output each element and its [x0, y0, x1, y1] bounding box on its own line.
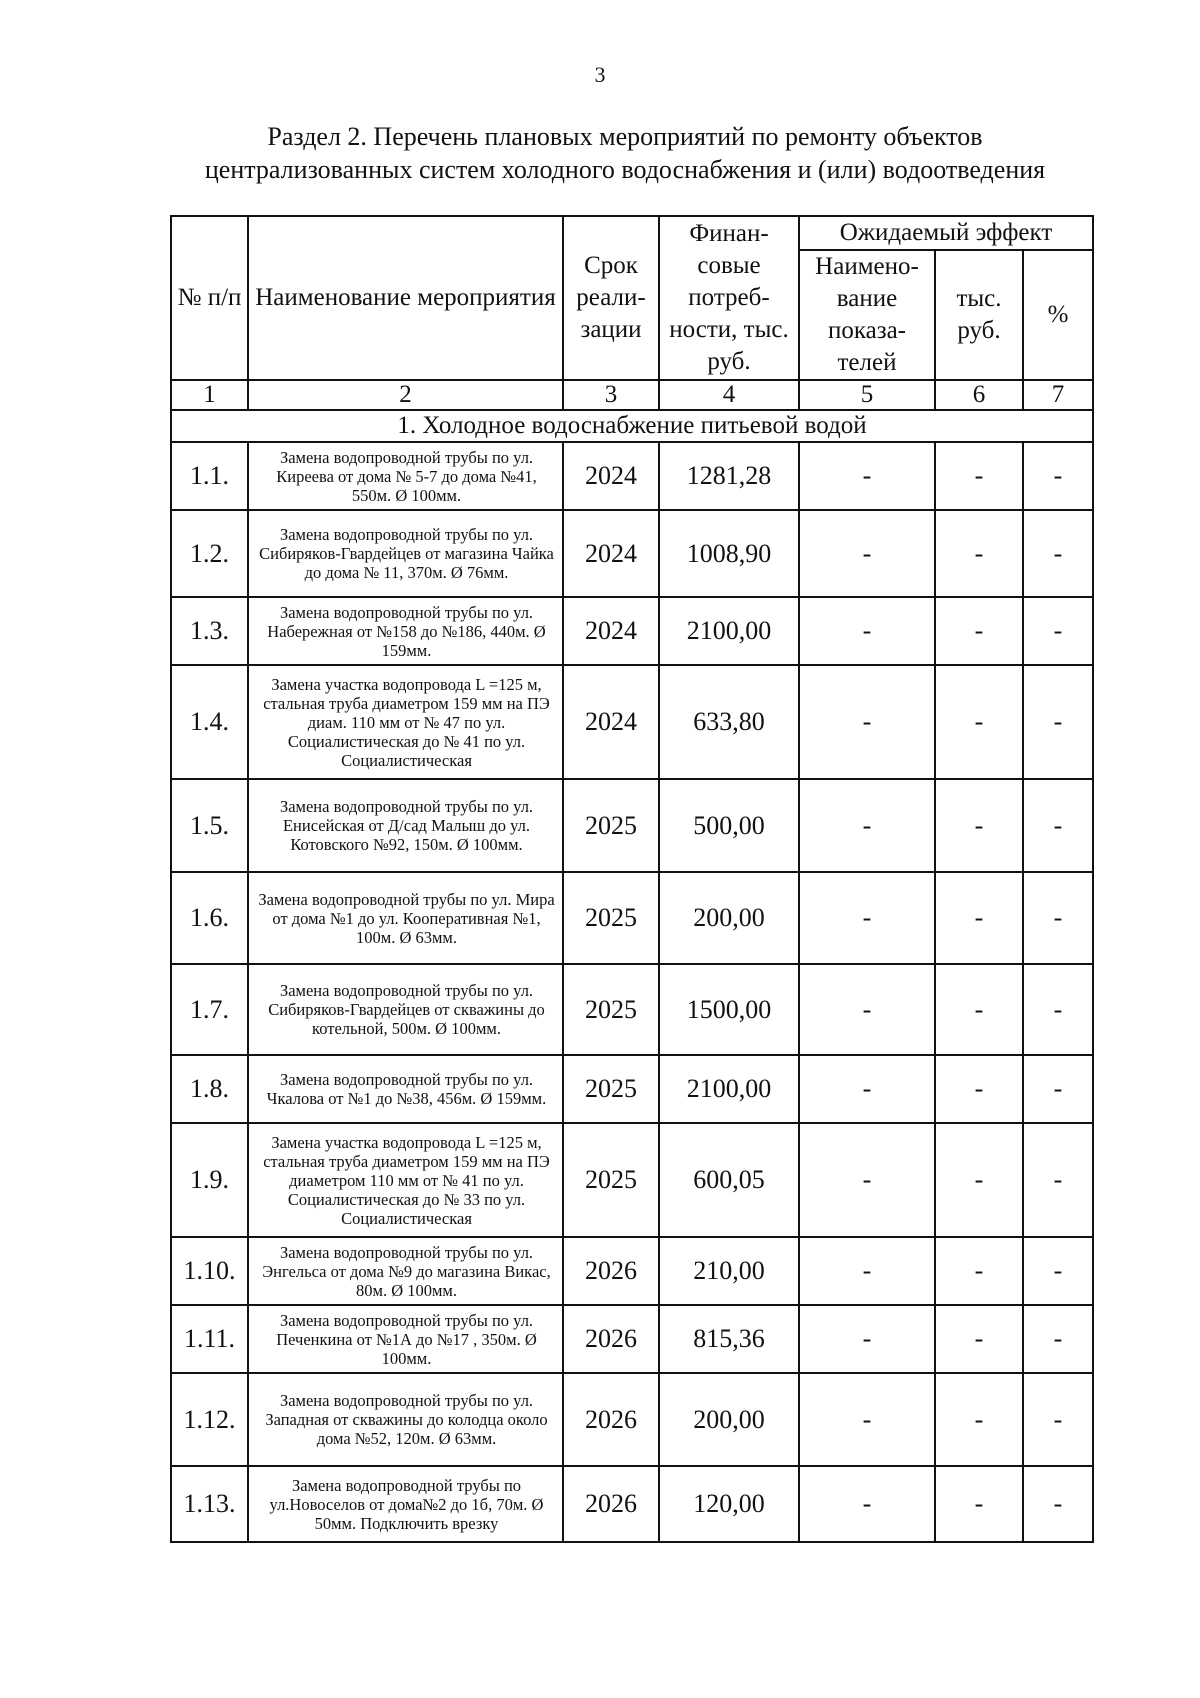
row-amount: 1281,28: [659, 442, 799, 510]
row-thousand: -: [935, 665, 1023, 779]
header-indicator: Наимено-вание показа-телей: [799, 250, 935, 380]
row-number: 1.7.: [171, 964, 248, 1055]
row-number: 1.12.: [171, 1373, 248, 1466]
row-indicator: -: [799, 1123, 935, 1237]
row-thousand: -: [935, 1373, 1023, 1466]
row-indicator: -: [799, 964, 935, 1055]
row-number: 1.11.: [171, 1305, 248, 1373]
table-row: [171, 1466, 1093, 1542]
table-row: [171, 1373, 1093, 1466]
row-number: 1.4.: [171, 665, 248, 779]
header-no: № п/п: [171, 216, 248, 380]
table-row: [171, 779, 1093, 872]
row-description: Замена водопроводной трубы по ул. Сибиряков-Гвардейцев от скважины до котельной, 500м. Ø 100мм.: [248, 964, 563, 1055]
table-row: [171, 872, 1093, 964]
table-row: [171, 510, 1093, 597]
row-description: Замена водопроводной трубы по ул. Чкалова от №1 до №38, 456м. Ø 159мм.: [248, 1055, 563, 1123]
row-year: 2024: [563, 665, 659, 779]
col-number-1: 1: [171, 380, 248, 410]
row-number: 1.6.: [171, 872, 248, 964]
table-row: [171, 665, 1093, 779]
row-thousand: -: [935, 1055, 1023, 1123]
row-percent: -: [1023, 1305, 1093, 1373]
col-number-5: 5: [799, 380, 935, 410]
row-description: Замена водопроводной трубы по ул. Энгельса от дома №9 до магазина Викас, 80м. Ø 100мм.: [248, 1237, 563, 1305]
table-row: [171, 964, 1093, 1055]
row-indicator: -: [799, 442, 935, 510]
row-amount: 633,80: [659, 665, 799, 779]
row-number: 1.2.: [171, 510, 248, 597]
col-number-2: 2: [248, 380, 563, 410]
header-term: Срок реали-зации: [563, 216, 659, 380]
row-amount: 2100,00: [659, 1055, 799, 1123]
row-year: 2026: [563, 1305, 659, 1373]
row-amount: 1500,00: [659, 964, 799, 1055]
row-thousand: -: [935, 597, 1023, 665]
row-percent: -: [1023, 597, 1093, 665]
header-finance: Финан-совые потреб-ности, тыс. руб.: [659, 216, 799, 380]
row-percent: -: [1023, 1237, 1093, 1305]
table-row: [171, 1237, 1093, 1305]
row-amount: 200,00: [659, 872, 799, 964]
row-percent: -: [1023, 872, 1093, 964]
table-row: [171, 597, 1093, 665]
row-indicator: -: [799, 872, 935, 964]
row-percent: -: [1023, 1055, 1093, 1123]
row-thousand: -: [935, 510, 1023, 597]
row-description: Замена водопроводной трубы по ул. Сибиряков-Гвардейцев от магазина Чайка до дома № 11, 370м. Ø 76мм.: [248, 510, 563, 597]
row-thousand: -: [935, 964, 1023, 1055]
row-year: 2025: [563, 779, 659, 872]
row-year: 2026: [563, 1237, 659, 1305]
row-percent: -: [1023, 665, 1093, 779]
row-amount: 815,36: [659, 1305, 799, 1373]
row-description: Замена водопроводной трубы по ул. Енисейская от Д/сад Малыш до ул. Котовского №92, 150м. Ø 100мм.: [248, 779, 563, 872]
row-number: 1.5.: [171, 779, 248, 872]
section-row: [171, 410, 1093, 442]
col-number-3: 3: [563, 380, 659, 410]
row-description: Замена участка водопровода L =125 м, стальная труба диаметром 159 мм на ПЭ диам. 110 мм от № 47 по ул. Социалистическая до № 41 по ул. Социалистическая: [248, 665, 563, 779]
row-thousand: -: [935, 1237, 1023, 1305]
table-row: [171, 442, 1093, 510]
row-percent: -: [1023, 1373, 1093, 1466]
measures-table: [170, 215, 1094, 1543]
row-indicator: -: [799, 597, 935, 665]
col-number-7: 7: [1023, 380, 1093, 410]
row-year: 2026: [563, 1466, 659, 1542]
row-thousand: -: [935, 1466, 1023, 1542]
table-row: [171, 1305, 1093, 1373]
row-thousand: -: [935, 1123, 1023, 1237]
row-number: 1.13.: [171, 1466, 248, 1542]
table-header: [171, 216, 1093, 410]
row-percent: -: [1023, 1466, 1093, 1542]
row-percent: -: [1023, 779, 1093, 872]
row-indicator: -: [799, 1237, 935, 1305]
row-year: 2026: [563, 1373, 659, 1466]
row-number: 1.9.: [171, 1123, 248, 1237]
section-heading: 1. Холодное водоснабжение питьевой водой: [171, 410, 1093, 442]
row-indicator: -: [799, 510, 935, 597]
row-thousand: -: [935, 872, 1023, 964]
row-year: 2024: [563, 442, 659, 510]
row-thousand: -: [935, 779, 1023, 872]
row-indicator: -: [799, 1305, 935, 1373]
section-title: [150, 120, 1100, 186]
table-row: [171, 1123, 1093, 1237]
row-number: 1.1.: [171, 442, 248, 510]
row-indicator: -: [799, 1466, 935, 1542]
row-year: 2025: [563, 1055, 659, 1123]
row-description: Замена участка водопровода L =125 м, стальная труба диаметром 159 мм на ПЭ диаметром 110 мм от № 41 по ул. Социалистическая до № 33 по ул. Социалистическая: [248, 1123, 563, 1237]
title-line-1: Раздел 2. Перечень плановых мероприятий по ремонту объектов: [267, 122, 983, 151]
row-year: 2025: [563, 872, 659, 964]
row-percent: -: [1023, 1123, 1093, 1237]
row-description: Замена водопроводной трубы по ул. Печенкина от №1А до №17 , 350м. Ø 100мм.: [248, 1305, 563, 1373]
header-effect: Ожидаемый эффект: [799, 216, 1093, 250]
row-year: 2025: [563, 1123, 659, 1237]
row-indicator: -: [799, 779, 935, 872]
header-name: Наименование мероприятия: [248, 216, 563, 380]
title-line-2: централизованных систем холодного водоснабжения и (или) водоотведения: [204, 155, 1046, 184]
row-thousand: -: [935, 442, 1023, 510]
table-row: [171, 1055, 1093, 1123]
row-description: Замена водопроводной трубы по ул. Набережная от №158 до №186, 440м. Ø 159мм.: [248, 597, 563, 665]
row-description: Замена водопроводной трубы по ул. Западная от скважины до колодца около дома №52, 120м. Ø 63мм.: [248, 1373, 563, 1466]
col-number-6: 6: [935, 380, 1023, 410]
row-amount: 1008,90: [659, 510, 799, 597]
row-year: 2024: [563, 597, 659, 665]
row-percent: -: [1023, 964, 1093, 1055]
header-thousand: тыс. руб.: [935, 250, 1023, 380]
row-number: 1.10.: [171, 1237, 248, 1305]
header-percent: %: [1023, 250, 1093, 380]
row-indicator: -: [799, 665, 935, 779]
row-amount: 200,00: [659, 1373, 799, 1466]
row-amount: 500,00: [659, 779, 799, 872]
row-percent: -: [1023, 510, 1093, 597]
row-year: 2024: [563, 510, 659, 597]
row-description: Замена водопроводной трубы по ул. Мира от дома №1 до ул. Кооперативная №1, 100м. Ø 63мм.: [248, 872, 563, 964]
row-amount: 210,00: [659, 1237, 799, 1305]
row-description: Замена водопроводной трубы по ул. Киреева от дома № 5-7 до дома №41, 550м. Ø 100мм.: [248, 442, 563, 510]
row-number: 1.3.: [171, 597, 248, 665]
row-thousand: -: [935, 1305, 1023, 1373]
row-indicator: -: [799, 1055, 935, 1123]
row-year: 2025: [563, 964, 659, 1055]
page-number: 3: [594, 62, 606, 87]
row-percent: -: [1023, 442, 1093, 510]
row-amount: 2100,00: [659, 597, 799, 665]
row-amount: 600,05: [659, 1123, 799, 1237]
col-number-4: 4: [659, 380, 799, 410]
row-indicator: -: [799, 1373, 935, 1466]
row-amount: 120,00: [659, 1466, 799, 1542]
row-number: 1.8.: [171, 1055, 248, 1123]
row-description: Замена водопроводной трубы по ул.Новоселов от дома№2 до 1б, 70м. Ø 50мм. Подключить врезку: [248, 1466, 563, 1542]
